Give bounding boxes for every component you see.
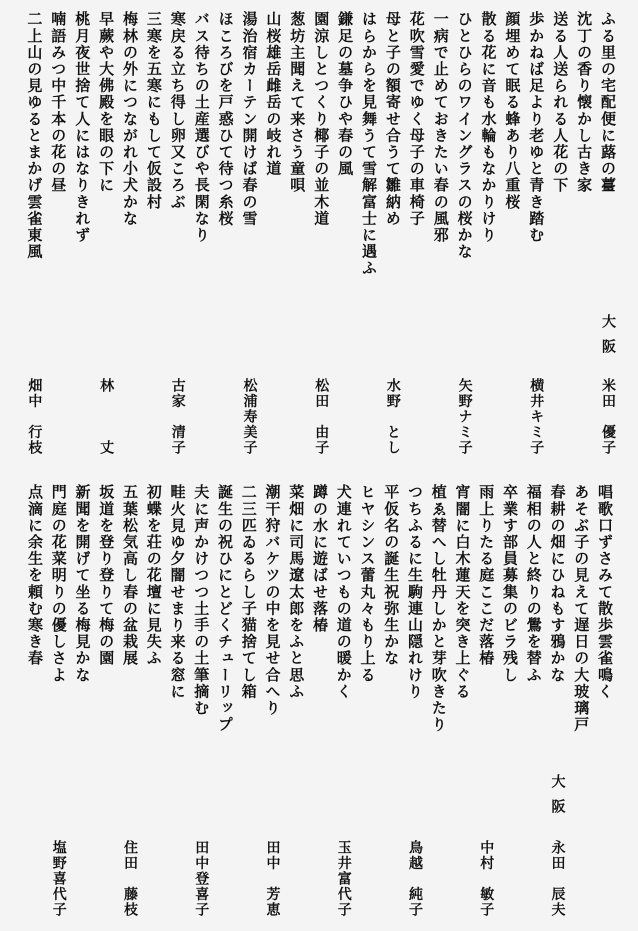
author-name: 矢野ナミ子	[456, 378, 473, 456]
haiku-line: 新聞を開げて坐る梅見かな	[73, 484, 92, 684]
haiku-line: 葱坊主聞えて来さう童唄	[288, 11, 307, 194]
author-name: 塩野喜代子	[50, 840, 67, 918]
author-name: 林 丈	[98, 378, 115, 456]
haiku-line: 点滴に余生を頼む寒き春	[26, 484, 44, 667]
haiku-line: 歩かねば足より老ゆと青き踏む	[527, 11, 546, 244]
author-name: 米田 優子	[600, 378, 616, 456]
haiku-line: 山桜雄岳雌岳の岐れ道	[264, 11, 283, 177]
haiku-line: 春耕の畑にひねもす鴉かな	[548, 484, 567, 684]
haiku-line: 園涼しとつくり椰子の並木道	[312, 11, 331, 227]
haiku-line: 一病で止めておきたい春の風邪	[431, 11, 450, 244]
haiku-line: 雨上りたる庭ここだ落椿	[477, 484, 496, 667]
haiku-line: ひとひらのワイングラスの桜かな	[455, 11, 474, 260]
haiku-line: 坂道を登り登りて梅の園	[97, 484, 116, 667]
haiku-line: 植ゑ替へし牡丹しかと芽吹きたり	[429, 484, 448, 733]
haiku-line: 宵闇に白木蓮天を突き上ぐる	[453, 484, 472, 700]
haiku-line: 梅林の外につながれ小犬かな	[121, 11, 139, 227]
haiku-line: あそぶ子の見えて遅日の大玻璃戸	[572, 484, 591, 733]
haiku-line: 二上山の見ゆるとまかげ雲雀東風	[25, 11, 44, 260]
haiku-line: 鎌足の墓争ひや春の風	[336, 11, 355, 177]
haiku-line: 蹲の水に遊ばせ落椿	[311, 484, 329, 634]
haiku-line: ほころびを戸惑ひて待つ糸桜	[216, 11, 235, 227]
haiku-line: 母と子の額寄せ合うて雛納め	[383, 11, 402, 227]
author-name: 松田 由子	[313, 378, 330, 456]
author-name: 玉井富代子	[335, 840, 352, 918]
haiku-line: 菜畑に司馬遼太郎をふと思ふ	[287, 484, 306, 700]
haiku-line: 福相の人と終りの鷽を替ふ	[524, 484, 543, 684]
haiku-line: 早蕨や大佛殿を眼の下に	[97, 11, 116, 194]
haiku-line: 五葉松気高し春の盆栽展	[121, 484, 139, 667]
haiku-line: 沈丁の香り懐かし古き家	[575, 11, 594, 194]
author-name: 水野 とし	[384, 378, 401, 456]
haiku-line: 桃月夜世捨て人にはなりきれず	[73, 11, 92, 244]
haiku-line: 平仮名の誕生祝弥生かな	[382, 484, 401, 667]
haiku-line: 湯治宿カーテン開けば春の雪	[240, 11, 259, 227]
author-name: 永田 辰夫	[549, 840, 566, 918]
haiku-line: ヒヤシンス蕾丸々もり上る	[358, 484, 377, 684]
author-name: 横井キミ子	[528, 378, 545, 456]
author-location: 大阪	[549, 774, 566, 824]
haiku-line: 送る人送られる人花の下	[551, 11, 570, 194]
haiku-line: 畦火見ゆ夕闇せまり来る窓に	[168, 484, 187, 700]
haiku-line: 二三匹ゐるらし子猫捨てし箱	[239, 484, 258, 700]
author-name: 田中登喜子	[193, 840, 210, 918]
haiku-line: ふる里の宅配便に蕗の薹	[599, 11, 617, 194]
author-name: 鳥越 純子	[407, 840, 423, 918]
author-name: 畑中 行枝	[26, 378, 43, 456]
haiku-line: 潮干狩バケツの中を見せ合へり	[263, 484, 282, 717]
author-name: 中村 敏子	[478, 840, 495, 918]
haiku-line: 寒戻る立ち得し卵又ころぶ	[168, 11, 187, 211]
haiku-line: 夫に声かけつつ土手の土筆摘む	[192, 484, 211, 717]
author-name: 松浦寿美子	[241, 378, 258, 456]
author-location: 大阪	[600, 314, 616, 364]
haiku-line: 誕生の祝ひにとどくチューリップ	[216, 484, 234, 733]
author-name: 住田 藤枝	[122, 840, 138, 918]
haiku-line: バス待ちの土産選びや長閑なり	[192, 11, 211, 244]
haiku-line: 花吹雪愛でゆく母子の車椅子	[407, 11, 426, 227]
haiku-line: 初蝶を荘の花壇に見失ふ	[144, 484, 163, 667]
haiku-line: はらからを見舞うて雪解富士に遇ふ	[360, 11, 378, 277]
haiku-line: 三寒を五寒にもして仮設村	[144, 11, 163, 211]
author-name: 田中 芳恵	[264, 840, 281, 918]
haiku-line: 顔埋めて眠る蜂あり八重桜	[503, 11, 522, 211]
haiku-line: 門庭の花菜明りの優しさよ	[49, 484, 68, 684]
author-name: 古家 清子	[169, 378, 186, 456]
haiku-line: つちふるに生駒連山隠れけり	[406, 484, 424, 700]
haiku-line: 唱歌口ずさみて散歩雲雀鳴く	[596, 484, 614, 700]
haiku-line: 卒業す部員募集のビラ残し	[501, 484, 519, 684]
haiku-line: 喃語みつ中千本の花の昼	[49, 11, 68, 194]
haiku-line: 散る花に音も水輪もなかりけり	[479, 11, 498, 244]
haiku-line: 犬連れていつもの道の暖かく	[334, 484, 353, 700]
